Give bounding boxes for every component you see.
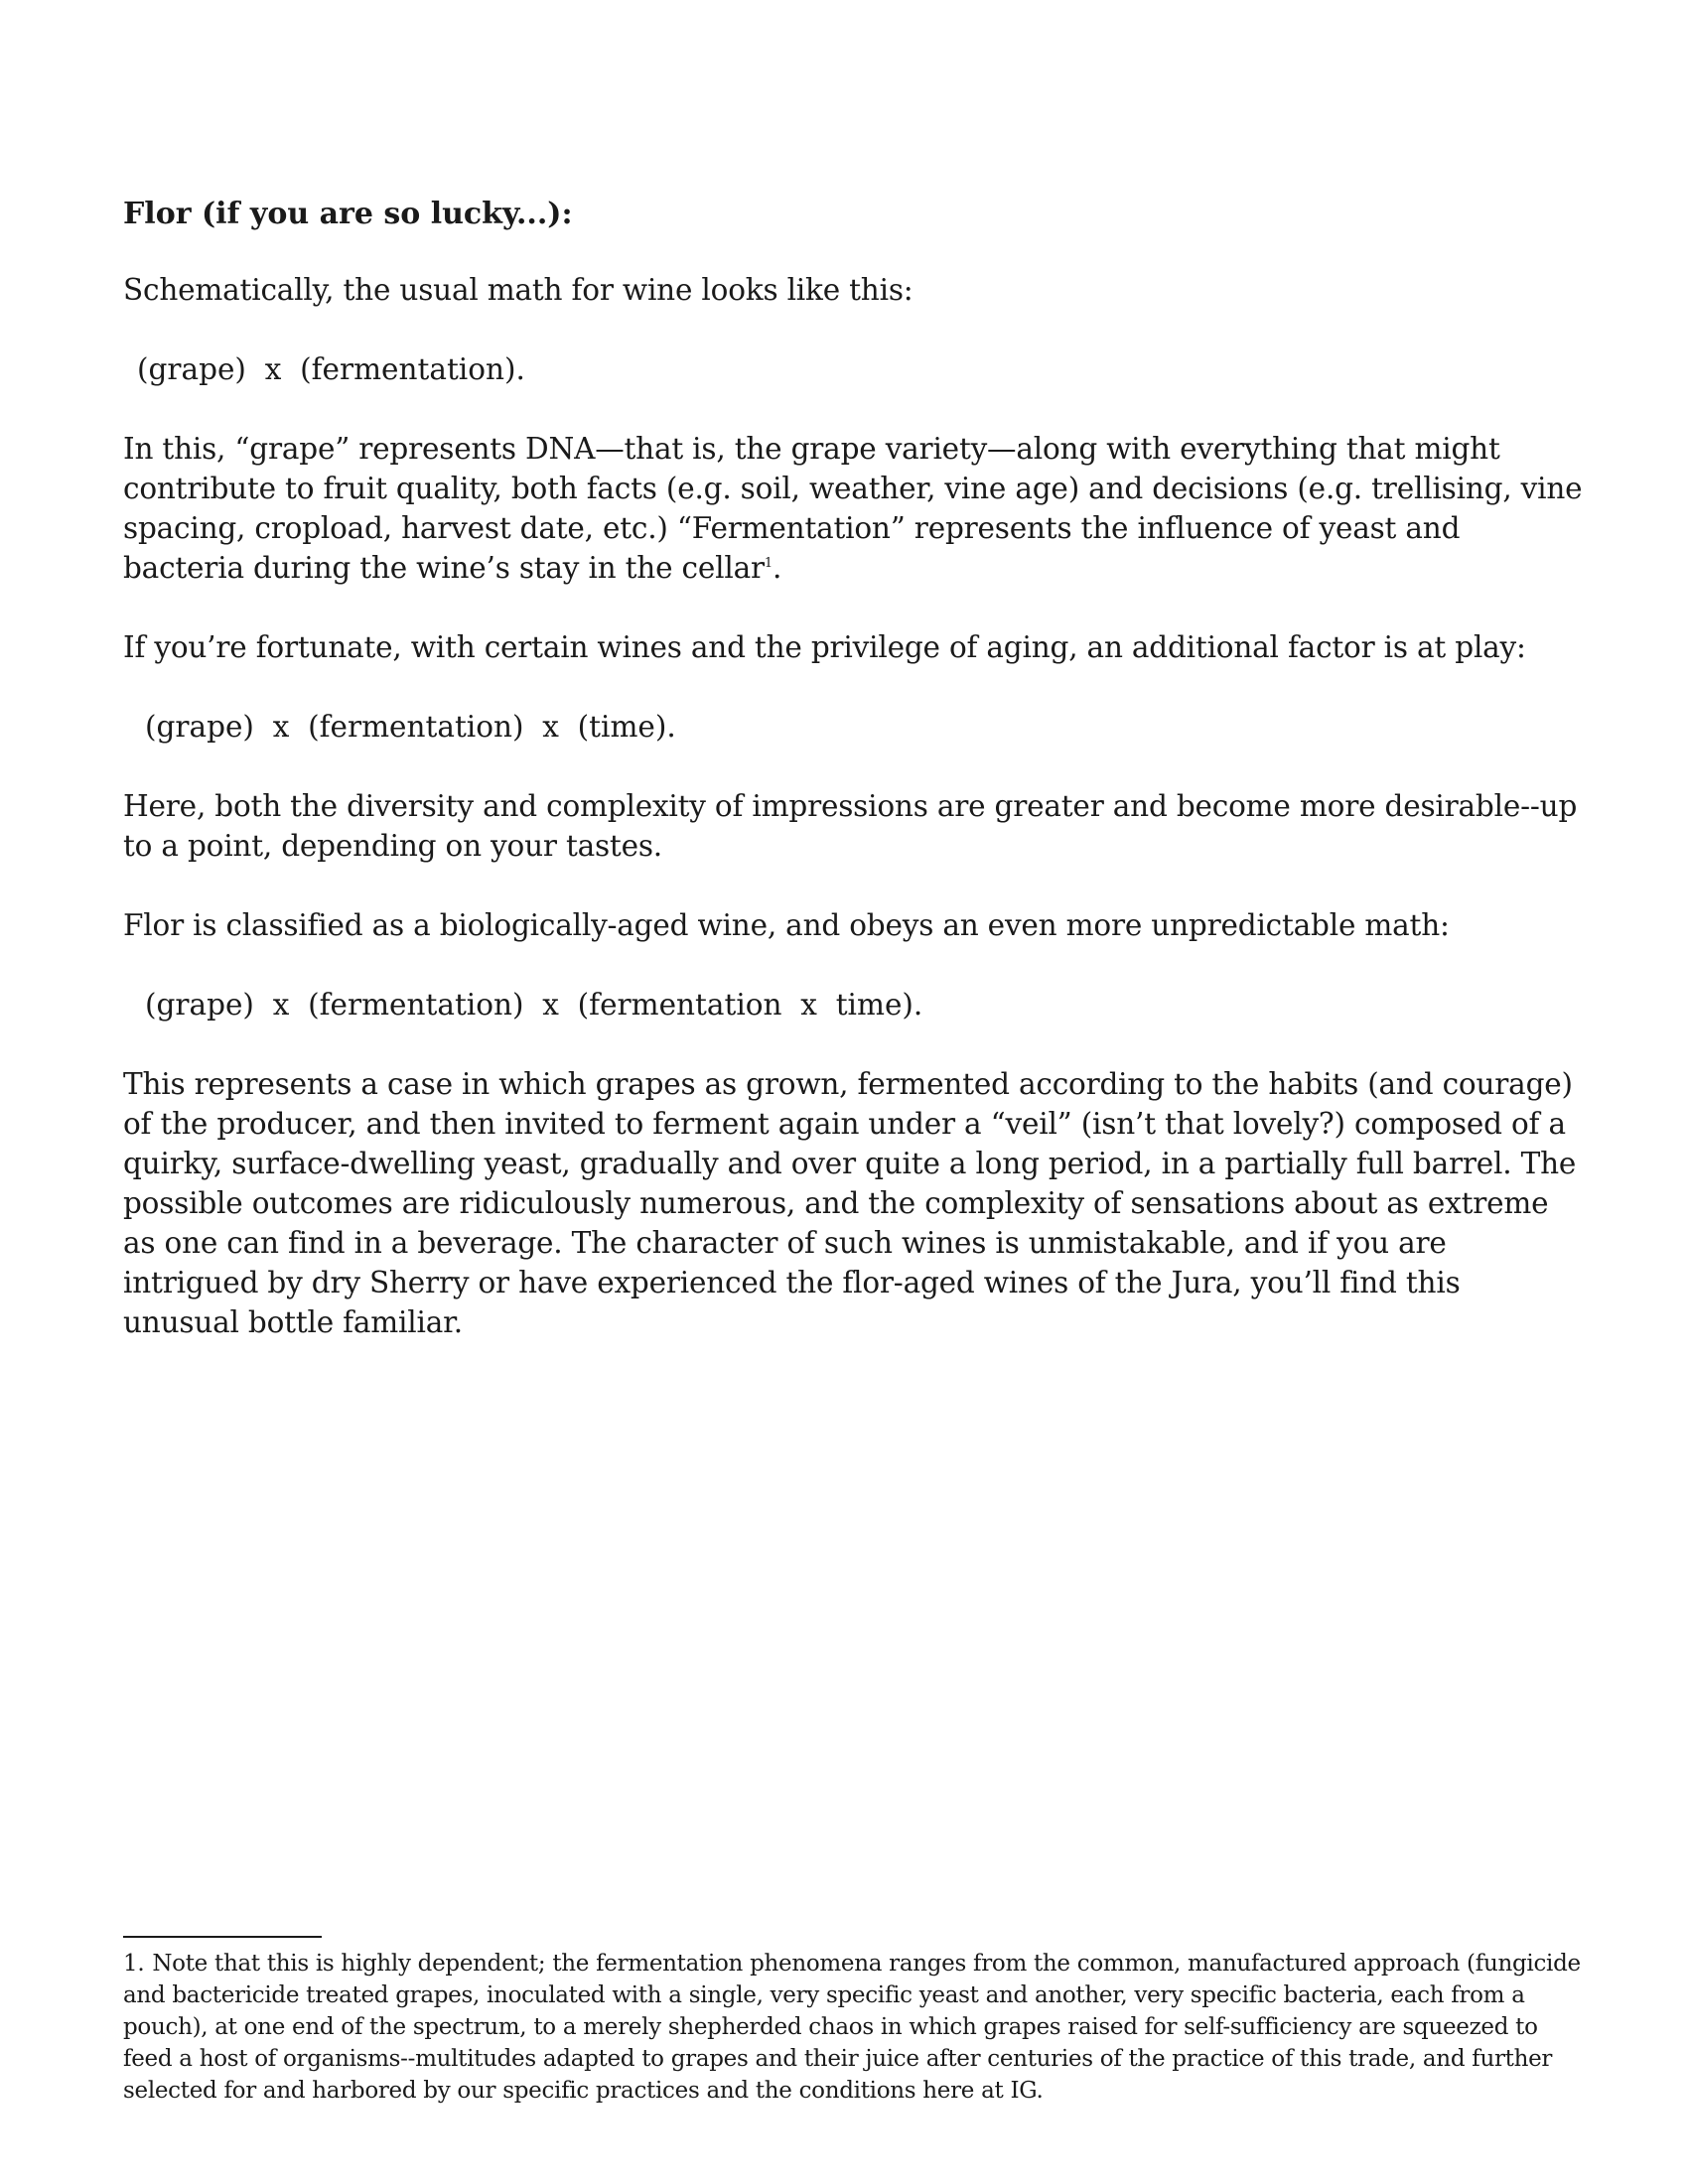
formula-aging: (grape) x (fermentation) x (time). [145,710,676,744]
footnote-reference: 1 [764,556,773,572]
formula-flor: (grape) x (fermentation) x (fermentation x time). [145,988,923,1022]
footnote-text: Note that this is highly dependent; the fermentation phenomena ranges from the common, manufactured approach (fungicide and bactericide treated grapes, inoculated with a single, very specific yeast and another, very specific bacteria, each from a pouch), at one end of the spectrum, to a merely shepherded chaos in which grapes raised for self-sufficiency are squeezed to feed a host of organisms--multitudes adapted to grapes and their juice after centuries of the practice of this trade, and further selected for and harbored by our specific practices and the conditions here at IG. [123,1951,1581,2104]
footnote-number: 1. [123,1951,145,1977]
flor-intro-paragraph: Flor is classified as a biologically-aged wine, and obeys an even more unpredictable math: [123,908,1450,942]
explanation-text: In this, “grape” represents DNA—that is, the grape variety—along with everything that might contribute to fruit quality, both facts (e.g. soil, weather, vine age) and decisions (e.g. trellising, vine spacing, cropload, harvest date, etc.) “Fermentation” represents the influence of yeast and bacteria during the wine’s stay in the cellar [123,432,1583,585]
intro-paragraph: Schematically, the usual math for wine looks like this: [123,273,914,307]
footnote [123,1948,1583,2107]
document-body [123,195,1583,1382]
explanation-paragraph [123,429,1583,588]
footnote-divider [123,1936,322,1938]
flor-description-paragraph: This represents a case in which grapes as grown, fermented according to the habits (and courage) of the producer, and then invited to ferment again under a “veil” (isn’t that lovely?) composed of a quirky, surface-dwelling yeast, gradually and over quite a long period, in a partially full barrel. The possible outcomes are ridiculously numerous, and the complexity of sensations about as extreme as one can find in a beverage. The character of such wines is unmistakable, and if you are intrigued by dry Sherry or have experienced the flor-aged wines of the Jura, you’ll find this unusual bottle familiar. [123,1067,1577,1339]
section-heading: Flor (if you are so lucky...): [123,197,573,231]
aging-note-paragraph: Here, both the diversity and complexity of impressions are greater and become more desirable--up to a point, depending on your tastes. [123,789,1578,863]
aging-intro-paragraph: If you’re fortunate, with certain wines and the privilege of aging, an additional factor is at play: [123,630,1526,664]
formula-basic: (grape) x (fermentation). [137,352,525,386]
explanation-period: . [772,551,782,585]
